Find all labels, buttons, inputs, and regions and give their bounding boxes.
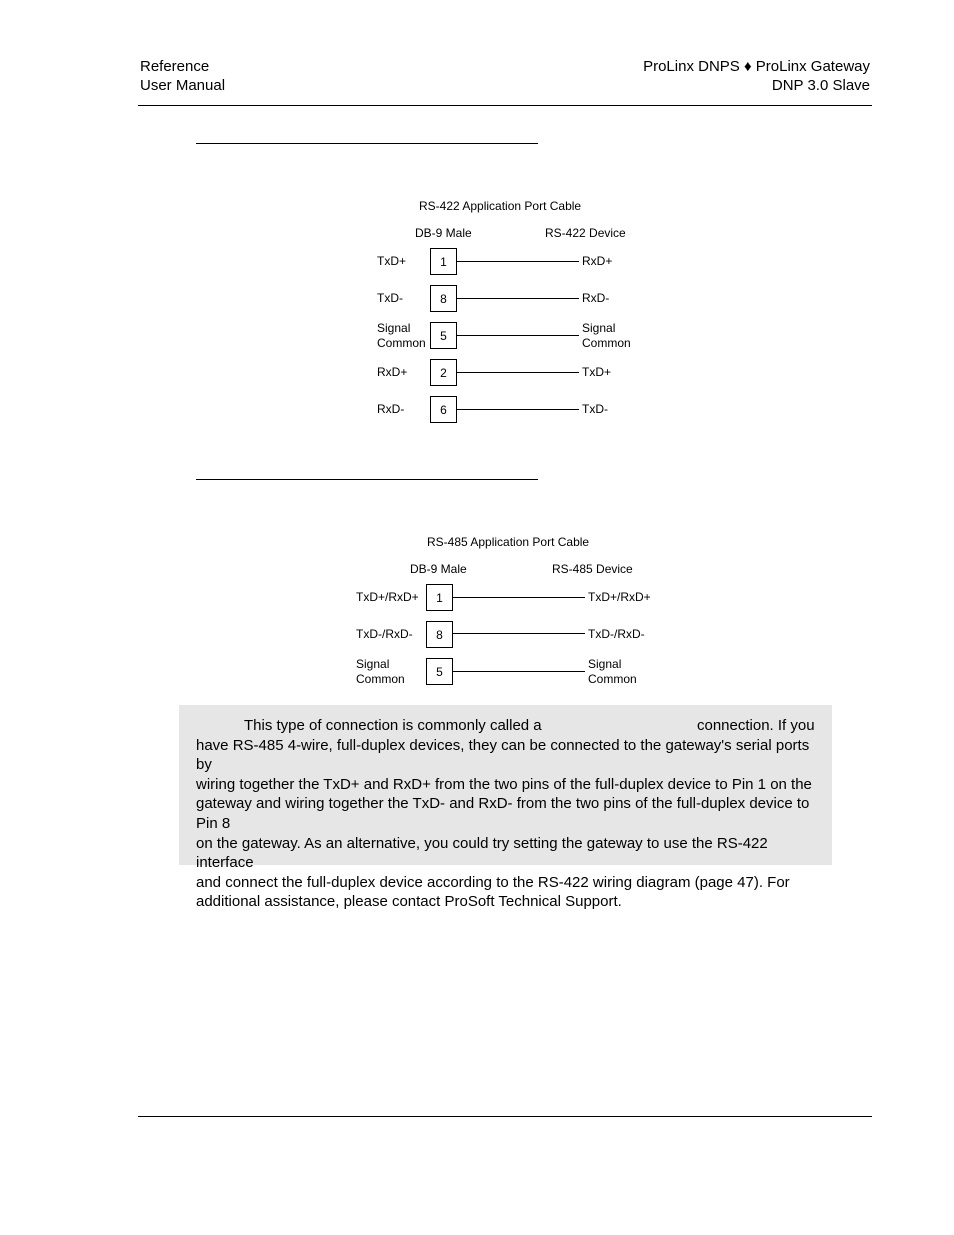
footer-rule <box>138 1116 872 1117</box>
rs485-pin-box: 8 <box>426 621 453 648</box>
rs485-right-label: TxD+/RxD+ <box>588 590 651 604</box>
rs485-left-label: TxD-/RxD- <box>356 627 413 641</box>
rs422-left-label: RxD+ <box>377 365 408 379</box>
rs422-right-label: TxD+ <box>582 365 612 379</box>
rs422-wire <box>457 409 579 410</box>
rs422-left-label: TxD- <box>377 291 403 305</box>
rs485-wire <box>453 633 585 634</box>
rs422-wire <box>457 372 579 373</box>
header-rule <box>138 105 872 106</box>
rs485-diagram-title: RS-485 Application Port Cable <box>427 535 590 549</box>
rs422-wire <box>457 335 579 336</box>
header-section-label: Reference <box>140 58 210 75</box>
rs485-left-label: Signal Common <box>356 657 405 686</box>
header-product-label: ProLinx DNPS ♦ ProLinx Gateway <box>643 58 870 75</box>
running-header-right <box>643 57 870 95</box>
rs485-left-heading: DB-9 Male <box>410 562 467 576</box>
note-line: wiring together the TxD+ and RxD+ from the two pins of the full-duplex device to Pin 1 on the <box>196 775 812 793</box>
note-line1-start: This type of connection is commonly called a <box>244 717 542 734</box>
section-rule-rs485 <box>196 479 538 480</box>
rs422-left-label: RxD- <box>377 402 405 416</box>
rs422-pin-box: 2 <box>430 359 457 386</box>
rs485-wire <box>453 671 585 672</box>
note-line: and connect the full-duplex device according to the RS-422 wiring diagram (page 47). For <box>196 873 790 891</box>
running-header-left <box>140 57 225 95</box>
rs422-pin-box: 1 <box>430 248 457 275</box>
rs485-right-heading: RS-485 Device <box>552 562 633 576</box>
note-line <box>196 716 816 736</box>
rs485-wire <box>453 597 585 598</box>
rs422-pin-box: 8 <box>430 285 457 312</box>
rs422-right-label: RxD+ <box>582 254 613 268</box>
rs422-wire <box>457 261 579 262</box>
note-line: have RS-485 4-wire, full-duplex devices, they can be connected to the gateway's serial ports by <box>196 736 810 774</box>
rs422-diagram-title: RS-422 Application Port Cable <box>419 199 582 213</box>
rs422-left-label: Signal Common <box>377 321 426 350</box>
rs422-pin-box: 5 <box>430 322 457 349</box>
header-protocol-label: DNP 3.0 Slave <box>771 77 870 94</box>
rs485-pin-box: 1 <box>426 584 453 611</box>
note-line: gateway and wiring together the TxD- and RxD- from the two pins of the full-duplex device to Pin 8 <box>196 795 810 832</box>
note-text <box>196 716 816 912</box>
rs422-right-label: Signal Common <box>582 321 631 350</box>
note-line: on the gateway. As an alternative, you could try setting the gateway to use the RS-422 interface <box>196 834 768 872</box>
header-manual-label: User Manual <box>140 77 226 94</box>
note-line: additional assistance, please contact ProSoft Technical Support. <box>196 893 622 911</box>
rs422-left-heading: DB-9 Male <box>415 226 472 240</box>
rs485-pin-box: 5 <box>426 658 453 685</box>
rs422-pin-box: 6 <box>430 396 457 423</box>
rs422-right-label: TxD- <box>582 402 608 416</box>
rs422-wire <box>457 298 579 299</box>
rs422-left-label: TxD+ <box>377 254 407 268</box>
note-line1-end: connection. If you <box>697 717 815 734</box>
rs485-right-label: TxD-/RxD- <box>588 627 645 641</box>
rs485-left-label: TxD+/RxD+ <box>356 590 419 604</box>
rs422-right-heading: RS-422 Device <box>545 226 626 240</box>
rs485-right-label: Signal Common <box>588 657 637 686</box>
rs422-right-label: RxD- <box>582 291 610 305</box>
section-rule-rs422 <box>196 143 538 144</box>
